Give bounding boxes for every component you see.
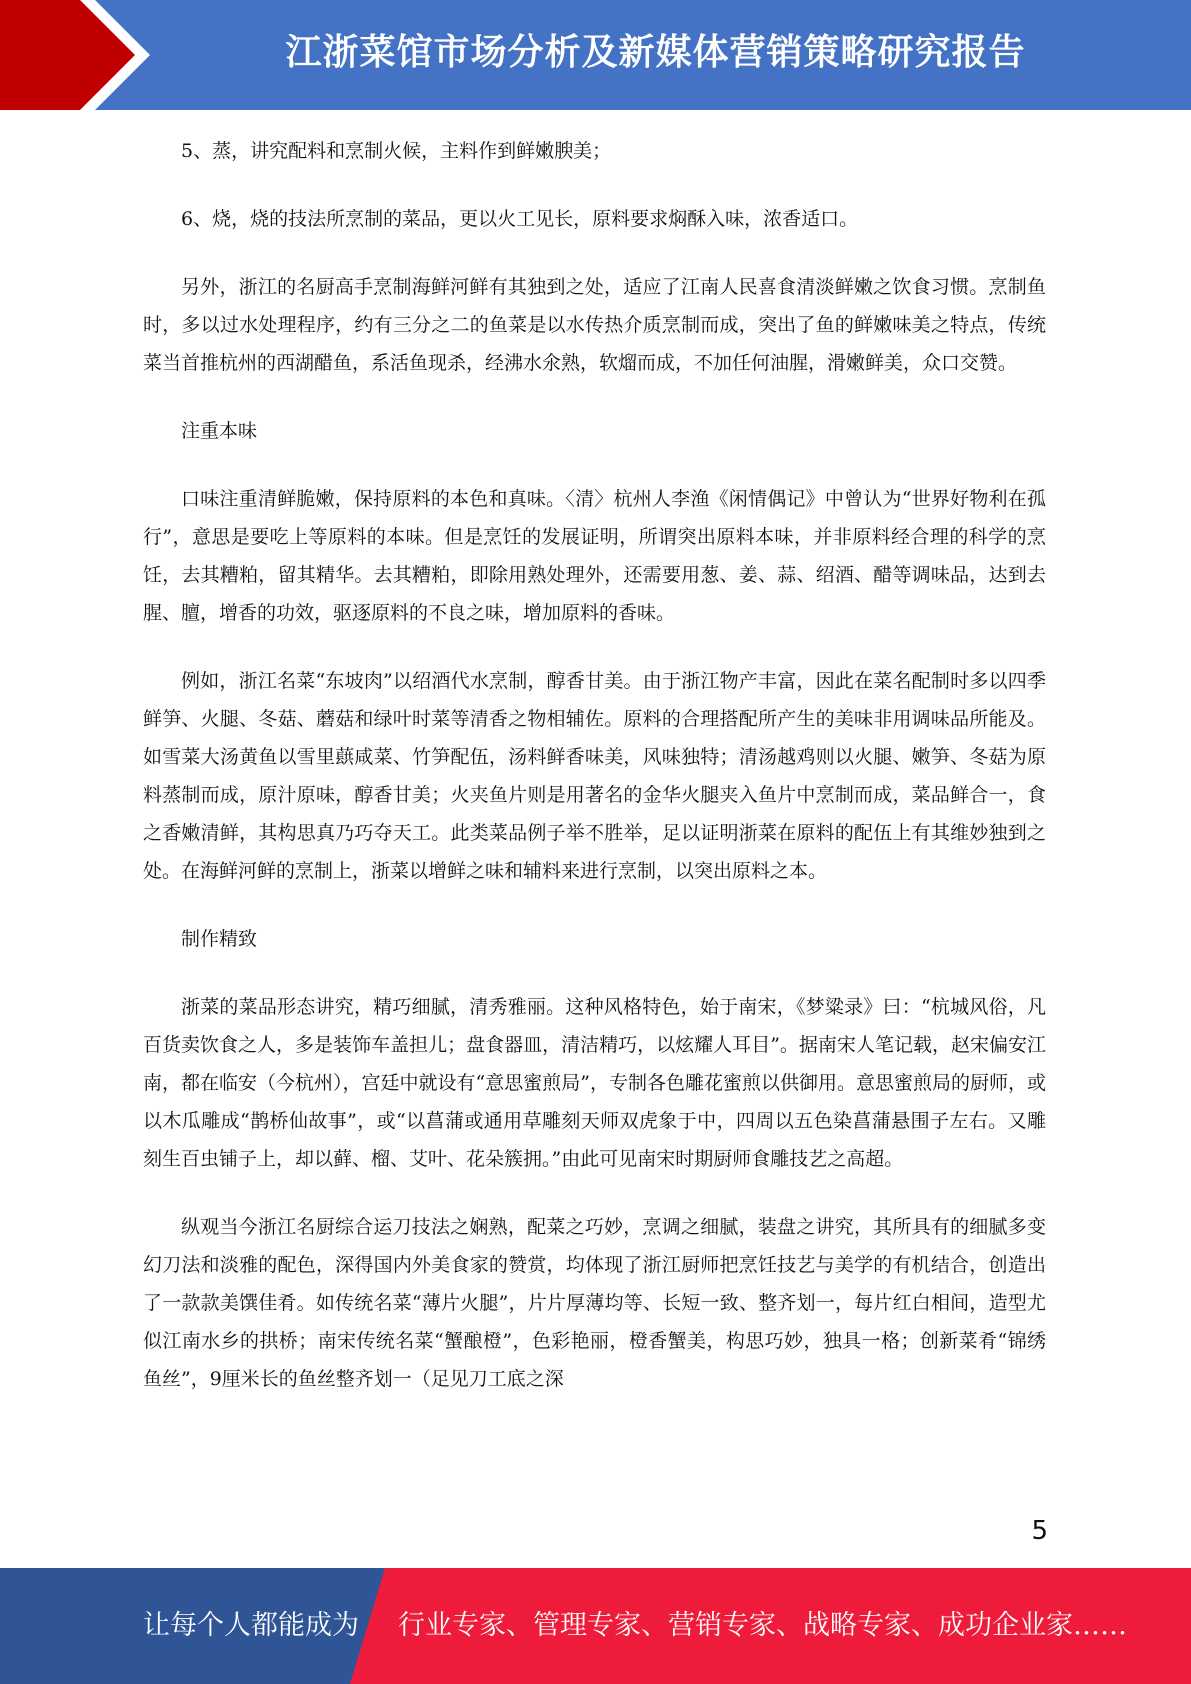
paragraph-fine-craft: 浙菜的菜品形态讲究，精巧细腻，清秀雅丽。这种风格特色，始于南宋，《梦粱录》曰：“杭城风俗，凡百货卖饮食之人，多是装饰车盖担儿；盘食器皿，清洁精巧，以炫耀人耳目”。据南宋人笔记载，赵宋偏安江南，都在临安（今杭州），宫廷中就设有“意思蜜煎局”，专制各色雕花蜜煎以供御用。意思蜜煎局的厨师，或以木瓜雕成“鹊桥仙故事”，或“以菖蒲或通用草雕刻天师双虎象于中，四周以五色染菖蒲悬围子左右。又雕刻生百虫铺子上，却以藓、榴、艾叶、花朵簇拥。”由此可见南宋时期厨师食雕技艺之高超。 (143, 996, 1046, 1170)
paragraph-knife-skills: 纵观当今浙江名厨综合运刀技法之娴熟，配菜之巧妙，烹调之细腻，装盘之讲究，其所具有的细腻多变幻刀法和淡雅的配色，深得国内外美食家的赞赏，均体现了浙江厨师把烹饪技艺与美学的有机结合，创造出了一款款美馔佳肴。如传统名菜“薄片火腿”，片片厚薄均等、长短一致、整齐划一，每片红白相间，造型尤似江南水乡的拱桥；南宋传统名菜“蟹酿橙”，色彩艳丽，橙香蟹美，构思巧妙，独具一格；创新菜肴“锦绣鱼丝”，9厘米长的鱼丝整齐划一（足见刀工底之深 (143, 1216, 1046, 1390)
body-content (143, 132, 1046, 1428)
header-arrow-icon (0, 0, 135, 110)
report-title: 江浙菜馆市场分析及新媒体营销策略研究报告 (285, 32, 1026, 73)
subheading-fine-craft: 制作精致 (181, 928, 258, 950)
paragraph-braise: 6、烧，烧的技法所烹制的菜品，更以火工见长，原料要求焖酥入味，浓香适口。 (181, 208, 859, 230)
paragraph-steam: 5、蒸，讲究配料和烹制火候，主料作到鲜嫩腴美； (181, 140, 612, 162)
page-footer (0, 1568, 1191, 1684)
page-header (0, 0, 1191, 110)
paragraph-dongpo-example: 例如，浙江名菜“东坡肉”以绍酒代水烹制，醇香甘美。由于浙江物产丰富，因此在菜名配制时多以四季鲜笋、火腿、冬菇、蘑菇和绿叶时菜等清香之物相辅佐。原料的合理搭配所产生的美味非用调味品所能及。如雪菜大汤黄鱼以雪里蕻咸菜、竹笋配伍，汤料鲜香味美，风味独特；清汤越鸡则以火腿、嫩笋、冬菇为原料蒸制而成，原汁原味，醇香甘美；火夹鱼片则是用著名的金华火腿夹入鱼片中烹制而成，菜品鲜合一，食之香嫩清鲜，其构思真乃巧夺天工。此类菜品例子举不胜举，足以证明浙菜在原料的配伍上有其维妙独到之处。在海鲜河鲜的烹制上，浙菜以增鲜之味和辅料来进行烹制，以突出原料之本。 (143, 670, 1046, 882)
subheading-original-flavor: 注重本味 (181, 420, 258, 442)
footer-slogan-left: 让每个人都能成为 (143, 1610, 359, 1641)
footer-slogan-right: 行业专家、管理专家、营销专家、战略专家、成功企业家…… (398, 1610, 1127, 1641)
paragraph-original-flavor: 口味注重清鲜脆嫩，保持原料的本色和真味。〈清〉杭州人李渔《闲情偶记》中曾认为“世界好物利在孤行”，意思是要吃上等原料的本味。但是烹饪的发展证明，所谓突出原料本味，并非原料经合理的科学的烹饪，去其糟粕，留其精华。去其糟粕，即除用熟处理外，还需要用葱、姜、蒜、绍酒、醋等调味品，达到去腥、膻，增香的功效，驱逐原料的不良之味，增加原料的香味。 (143, 488, 1046, 624)
page-number: 5 (1031, 1516, 1048, 1546)
paragraph-seafood: 另外，浙江的名厨高手烹制海鲜河鲜有其独到之处，适应了江南人民喜食清淡鲜嫩之饮食习惯。烹制鱼时，多以过水处理程序，约有三分之二的鱼菜是以水传热介质烹制而成，突出了鱼的鲜嫩味美之特点，传统菜当首推杭州的西湖醋鱼，系活鱼现杀，经沸水氽熟，软熘而成，不加任何油腥，滑嫩鲜美，众口交赞。 (143, 276, 1046, 374)
